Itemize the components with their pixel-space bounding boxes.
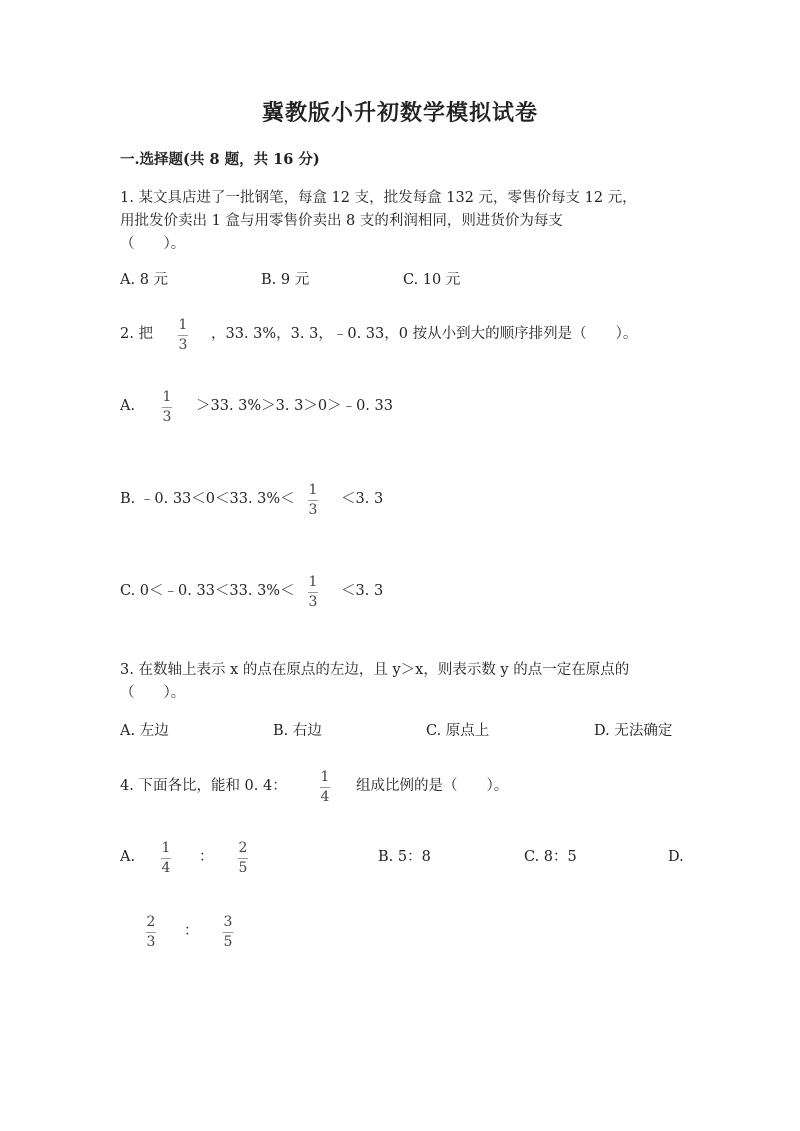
- fraction-bar: [223, 932, 233, 933]
- fraction-bar: [146, 932, 156, 933]
- q4-option-a-fraction-2: [233, 840, 253, 877]
- q4-option-c[interactable]: C. 8：5: [524, 849, 577, 865]
- q2-prefix: 2. 把: [120, 326, 153, 342]
- q2-option-c-suffix: ＜3. 3: [341, 583, 384, 599]
- section-heading: 一.选择题(共 8 题，共 16 分): [120, 151, 320, 168]
- q2-option-a-fraction: [157, 389, 177, 426]
- q4-option-d-fraction-1: [141, 914, 161, 951]
- fraction-numerator: 1: [161, 840, 171, 856]
- q4-suffix: 组成比例的是（ ）。: [356, 778, 509, 794]
- fraction-numerator: 1: [162, 389, 172, 405]
- fraction-denominator: 3: [308, 502, 318, 518]
- fraction-denominator: 3: [146, 934, 156, 950]
- q2-option-b-fraction: [303, 482, 323, 519]
- q2-fraction: [173, 317, 193, 354]
- fraction-denominator: 5: [238, 860, 248, 876]
- q4-option-a-label[interactable]: A.: [120, 849, 136, 865]
- q3-option-d[interactable]: D. 无法确定: [594, 723, 673, 739]
- q4-option-d-colon: ：: [184, 923, 199, 939]
- fraction-bar: [238, 858, 248, 859]
- fraction-bar: [308, 592, 318, 593]
- fraction-numerator: 1: [308, 482, 318, 498]
- q1-line-1: 1. 某文具店进了一批钢笔，每盒 12 支，批发每盒 132 元，零售价每支 12 元，: [120, 190, 637, 206]
- q4-option-d-fraction-2: [218, 914, 238, 951]
- q2-option-b-suffix: ＜3. 3: [341, 491, 384, 507]
- fraction-bar: [178, 335, 188, 336]
- fraction-bar: [308, 500, 318, 501]
- fraction-denominator: 4: [161, 860, 171, 876]
- q3-option-b[interactable]: B. 右边: [273, 723, 322, 739]
- q1-option-a[interactable]: A. 8 元: [120, 272, 169, 288]
- fraction-denominator: 5: [223, 934, 233, 950]
- q3-option-a[interactable]: A. 左边: [120, 723, 169, 739]
- q2-suffix: ，33. 3%，3. 3，﹣0. 33，0 按从小到大的顺序排列是（ ）。: [211, 326, 638, 342]
- q4-option-a-fraction-1: [156, 840, 176, 877]
- fraction-denominator: 3: [308, 594, 318, 610]
- q1-option-c[interactable]: C. 10 元: [403, 272, 461, 288]
- q4-option-d-label[interactable]: D.: [668, 849, 684, 865]
- q1-line-3: （ ）。: [120, 236, 186, 252]
- fraction-bar: [161, 858, 171, 859]
- fraction-numerator: 2: [146, 914, 156, 930]
- q4-prefix: 4. 下面各比，能和 0. 4：: [120, 778, 287, 794]
- q2-option-a-text: ＞33. 3%＞3. 3＞0＞﹣0. 33: [196, 398, 393, 414]
- q4-fraction: [315, 769, 335, 806]
- q3-line-1: 3. 在数轴上表示 x 的点在原点的左边，且 y＞x，则表示数 y 的点一定在原点的: [120, 662, 630, 678]
- q2-option-c-fraction: [303, 574, 323, 611]
- q3-line-2: （ ）。: [120, 685, 186, 701]
- q2-option-a-label[interactable]: A.: [120, 398, 136, 414]
- fraction-numerator: 2: [238, 840, 248, 856]
- q2-fraction-numerator: 1: [178, 317, 188, 333]
- fraction-numerator: 1: [308, 574, 318, 590]
- q3-option-c[interactable]: C. 原点上: [426, 723, 490, 739]
- fraction-bar: [320, 787, 330, 788]
- page-title: 冀教版小升初数学模拟试卷: [261, 100, 538, 126]
- q4-fraction-denominator: 4: [320, 789, 330, 805]
- q1-option-b[interactable]: B. 9 元: [261, 272, 310, 288]
- q4-fraction-numerator: 1: [320, 769, 330, 785]
- fraction-bar: [162, 407, 172, 408]
- q4-option-b[interactable]: B. 5：8: [378, 849, 431, 865]
- q2-option-b-text[interactable]: B. ﹣0. 33＜0＜33. 3%＜: [120, 491, 295, 507]
- q4-option-a-colon: ：: [199, 849, 214, 865]
- fraction-denominator: 3: [162, 409, 172, 425]
- fraction-numerator: 3: [223, 914, 233, 930]
- q1-line-2: 用批发价卖出 1 盒与用零售价卖出 8 支的利润相同，则进货价为每支: [120, 213, 563, 229]
- q2-option-c-text[interactable]: C. 0＜﹣0. 33＜33. 3%＜: [120, 583, 295, 599]
- q2-fraction-denominator: 3: [178, 337, 188, 353]
